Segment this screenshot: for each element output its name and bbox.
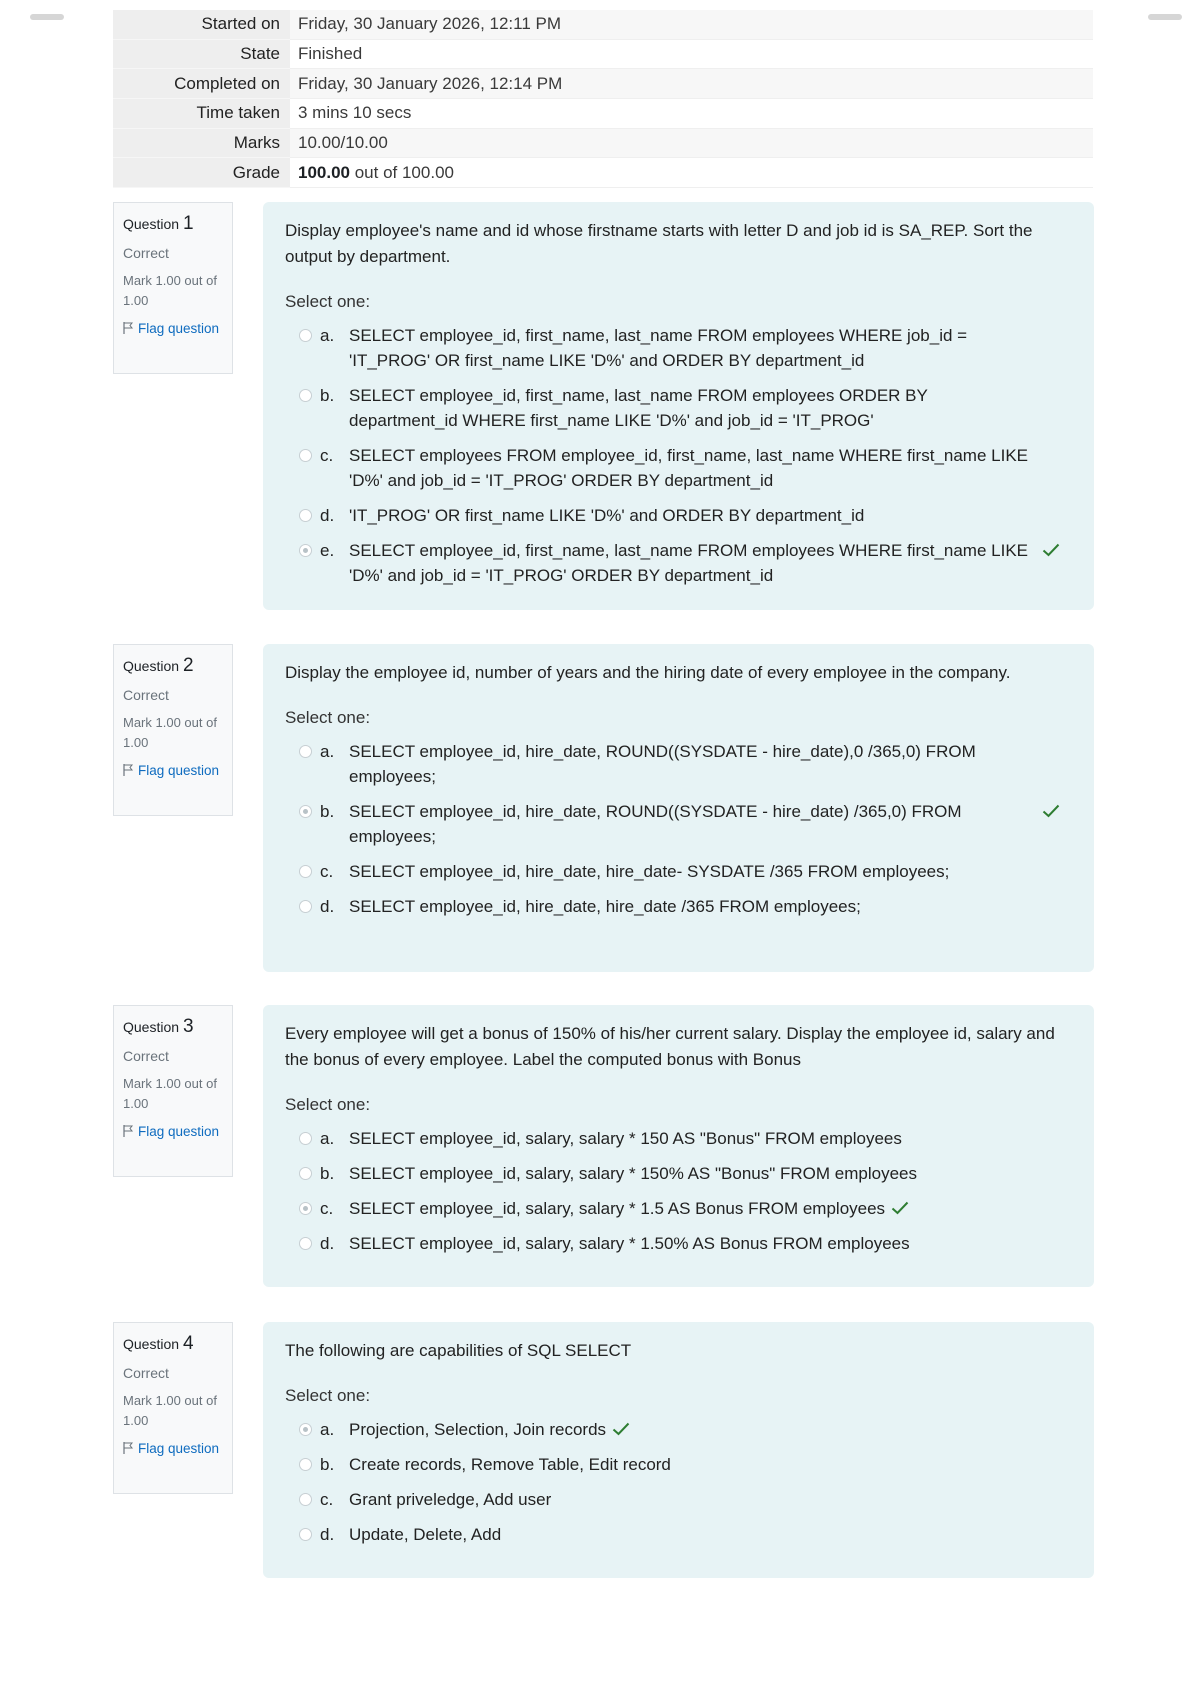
question-info-4 <box>113 1322 233 1494</box>
question-heading <box>123 213 224 235</box>
answer-option[interactable] <box>285 739 1072 789</box>
summary-value: Friday, 30 January 2026, 12:11 PM <box>290 10 1093 39</box>
question-heading <box>123 655 224 677</box>
question-info-3 <box>113 1005 233 1177</box>
check-icon <box>612 1422 630 1436</box>
question-info-2 <box>113 644 233 816</box>
summary-label: Time taken <box>113 99 290 129</box>
option-text: SELECT employee_id, first_name, last_name FROM employees WHERE job_id = 'IT_PROG' OR first_name LIKE 'D%' and ORDER BY department_id <box>349 326 968 370</box>
answer-option-selected[interactable] <box>285 799 1072 849</box>
answer-options <box>285 323 1072 588</box>
flag-question-label: Flag question <box>138 321 220 336</box>
answer-option[interactable] <box>285 894 1072 919</box>
answer-option[interactable] <box>285 1161 1072 1186</box>
answer-option-selected[interactable] <box>285 538 1072 588</box>
question-content-1 <box>263 202 1094 610</box>
radio-icon[interactable] <box>299 1202 312 1215</box>
radio-icon[interactable] <box>299 865 312 878</box>
question-state: Correct <box>123 1048 169 1064</box>
option-text: SELECT employee_id, salary, salary * 1.50% AS Bonus FROM employees <box>349 1234 910 1253</box>
option-letter: d. <box>320 506 335 525</box>
summary-label: Marks <box>113 128 290 158</box>
question-info-1 <box>113 202 233 374</box>
question-text: Every employee will get a bonus of 150% of his/her current salary. Display the employee id, salary and the bonus of every employee. Label the computed bonus with Bonus <box>285 1024 1055 1069</box>
flag-question-label: Flag question <box>138 1124 220 1139</box>
answer-options <box>285 1126 1072 1256</box>
summary-label: Started on <box>113 10 290 39</box>
summary-label: Completed on <box>113 69 290 99</box>
grade-suffix: out of 100.00 <box>350 162 454 182</box>
summary-value: Finished <box>290 39 1093 69</box>
flag-icon <box>123 1125 134 1137</box>
question-label: Question <box>123 1019 180 1035</box>
option-text: SELECT employee_id, salary, salary * 150% AS "Bonus" FROM employees <box>349 1164 917 1183</box>
select-prompt: Select one: <box>285 292 371 311</box>
summary-row-started <box>113 10 1093 39</box>
question-label: Question <box>123 1336 180 1352</box>
option-text: SELECT employee_id, first_name, last_name FROM employees ORDER BY department_id WHERE first_name LIKE 'D%' and job_id = 'IT_PROG' <box>349 386 928 430</box>
summary-row-completed <box>113 69 1093 99</box>
radio-icon[interactable] <box>299 1528 312 1541</box>
option-letter: a. <box>320 1420 335 1439</box>
option-letter: b. <box>320 802 335 821</box>
scroll-indicator-left <box>30 14 64 20</box>
option-text: SELECT employee_id, salary, salary * 150 AS "Bonus" FROM employees <box>349 1129 902 1148</box>
radio-icon[interactable] <box>299 1132 312 1145</box>
option-text: Grant priveledge, Add user <box>349 1490 552 1509</box>
option-letter: c. <box>320 1490 334 1509</box>
radio-icon[interactable] <box>299 1423 312 1436</box>
flag-question-label: Flag question <box>138 763 220 778</box>
option-letter: b. <box>320 1164 335 1183</box>
answer-option[interactable] <box>285 1126 1072 1151</box>
answer-option-selected[interactable] <box>285 1196 1072 1221</box>
summary-value: 3 mins 10 secs <box>290 99 1093 129</box>
question-number: 3 <box>182 1016 194 1037</box>
question-heading <box>123 1016 224 1038</box>
flag-question-link[interactable] <box>123 761 224 781</box>
answer-option[interactable] <box>285 1487 1072 1512</box>
option-letter: b. <box>320 386 335 405</box>
summary-row-time-taken <box>113 99 1093 129</box>
answer-options <box>285 1417 1072 1547</box>
radio-icon[interactable] <box>299 329 312 342</box>
flag-question-link[interactable] <box>123 319 224 339</box>
check-icon <box>891 1201 909 1215</box>
flag-icon <box>123 1442 134 1454</box>
option-letter: a. <box>320 326 335 345</box>
question-text: Display employee's name and id whose firstname starts with letter D and job id is SA_REP. Sort the output by department. <box>285 221 1033 266</box>
question-state: Correct <box>123 687 169 703</box>
option-letter: c. <box>320 1199 334 1218</box>
question-heading <box>123 1333 224 1355</box>
answer-option[interactable] <box>285 383 1072 433</box>
question-text: Display the employee id, number of years and the hiring date of every employee in the company. <box>285 663 1011 682</box>
radio-icon[interactable] <box>299 449 312 462</box>
option-text: SELECT employee_id, hire_date, hire_date /365 FROM employees; <box>349 897 861 916</box>
summary-label: State <box>113 39 290 69</box>
option-text: SELECT employee_id, first_name, last_name FROM employees WHERE first_name LIKE 'D%' and job_id = 'IT_PROG' ORDER BY department_id <box>349 541 1029 585</box>
flag-question-link[interactable] <box>123 1439 224 1459</box>
summary-row-state <box>113 39 1093 69</box>
option-letter: d. <box>320 897 335 916</box>
scroll-indicator-right <box>1148 14 1182 20</box>
select-prompt: Select one: <box>285 1095 371 1114</box>
summary-value <box>290 158 1093 188</box>
summary-value: Friday, 30 January 2026, 12:14 PM <box>290 69 1093 99</box>
option-text: SELECT employee_id, hire_date, ROUND((SYSDATE - hire_date),0 /365,0) FROM employees; <box>349 742 976 786</box>
select-prompt: Select one: <box>285 1386 371 1405</box>
option-letter: a. <box>320 742 335 761</box>
summary-row-grade <box>113 158 1093 188</box>
option-letter: d. <box>320 1525 335 1544</box>
radio-icon[interactable] <box>299 1167 312 1180</box>
question-mark: Mark 1.00 out of 1.00 <box>123 1393 217 1428</box>
question-content-2 <box>263 644 1094 972</box>
question-state: Correct <box>123 1365 169 1381</box>
attempt-summary-table <box>113 10 1093 188</box>
option-text: Update, Delete, Add <box>349 1525 502 1544</box>
option-text: Create records, Remove Table, Edit record <box>349 1455 671 1474</box>
flag-question-label: Flag question <box>138 1441 220 1456</box>
radio-icon[interactable] <box>299 1493 312 1506</box>
check-icon <box>1042 543 1060 557</box>
question-label: Question <box>123 658 180 674</box>
summary-row-marks <box>113 128 1093 158</box>
answer-option[interactable] <box>285 1452 1072 1477</box>
radio-icon[interactable] <box>299 1237 312 1250</box>
answer-option[interactable] <box>285 859 1072 884</box>
radio-icon[interactable] <box>299 805 312 818</box>
answer-option[interactable] <box>285 503 1072 528</box>
question-content-3 <box>263 1005 1094 1287</box>
option-letter: a. <box>320 1129 335 1148</box>
question-mark: Mark 1.00 out of 1.00 <box>123 273 217 308</box>
question-text: The following are capabilities of SQL SELECT <box>285 1341 632 1360</box>
flag-icon <box>123 322 134 334</box>
flag-icon <box>123 764 134 776</box>
select-prompt: Select one: <box>285 708 371 727</box>
option-text: SELECT employees FROM employee_id, first_name, last_name WHERE first_name LIKE 'D%' and job_id = 'IT_PROG' ORDER BY department_id <box>349 446 1029 490</box>
question-state: Correct <box>123 245 169 261</box>
summary-value: 10.00/10.00 <box>290 128 1093 158</box>
radio-icon[interactable] <box>299 544 312 557</box>
question-number: 4 <box>182 1333 194 1354</box>
option-text: SELECT employee_id, salary, salary * 1.5 AS Bonus FROM employees <box>349 1199 886 1218</box>
grade-value: 100.00 <box>298 162 350 182</box>
flag-question-link[interactable] <box>123 1122 224 1142</box>
radio-icon[interactable] <box>299 389 312 402</box>
answer-options <box>285 739 1072 919</box>
radio-icon[interactable] <box>299 900 312 913</box>
option-text: 'IT_PROG' OR first_name LIKE 'D%' and ORDER BY department_id <box>349 506 865 525</box>
question-number: 2 <box>182 655 194 676</box>
option-letter: d. <box>320 1234 335 1253</box>
answer-option-selected[interactable] <box>285 1417 1072 1442</box>
option-text: SELECT employee_id, hire_date, ROUND((SYSDATE - hire_date) /365,0) FROM employees; <box>349 802 962 846</box>
option-text: SELECT employee_id, hire_date, hire_date- SYSDATE /365 FROM employees; <box>349 862 950 881</box>
answer-option[interactable] <box>285 443 1072 493</box>
option-letter: e. <box>320 541 335 560</box>
question-content-4 <box>263 1322 1094 1578</box>
question-label: Question <box>123 216 180 232</box>
check-icon <box>1042 804 1060 818</box>
radio-icon[interactable] <box>299 509 312 522</box>
question-number: 1 <box>182 213 194 234</box>
summary-label: Grade <box>113 158 290 188</box>
answer-option[interactable] <box>285 1522 1072 1547</box>
answer-option[interactable] <box>285 1231 1072 1256</box>
question-mark: Mark 1.00 out of 1.00 <box>123 1076 217 1111</box>
option-letter: c. <box>320 446 334 465</box>
option-letter: b. <box>320 1455 335 1474</box>
question-mark: Mark 1.00 out of 1.00 <box>123 715 217 750</box>
radio-icon[interactable] <box>299 745 312 758</box>
answer-option[interactable] <box>285 323 1072 373</box>
radio-icon[interactable] <box>299 1458 312 1471</box>
option-letter: c. <box>320 862 334 881</box>
option-text: Projection, Selection, Join records <box>349 1420 607 1439</box>
